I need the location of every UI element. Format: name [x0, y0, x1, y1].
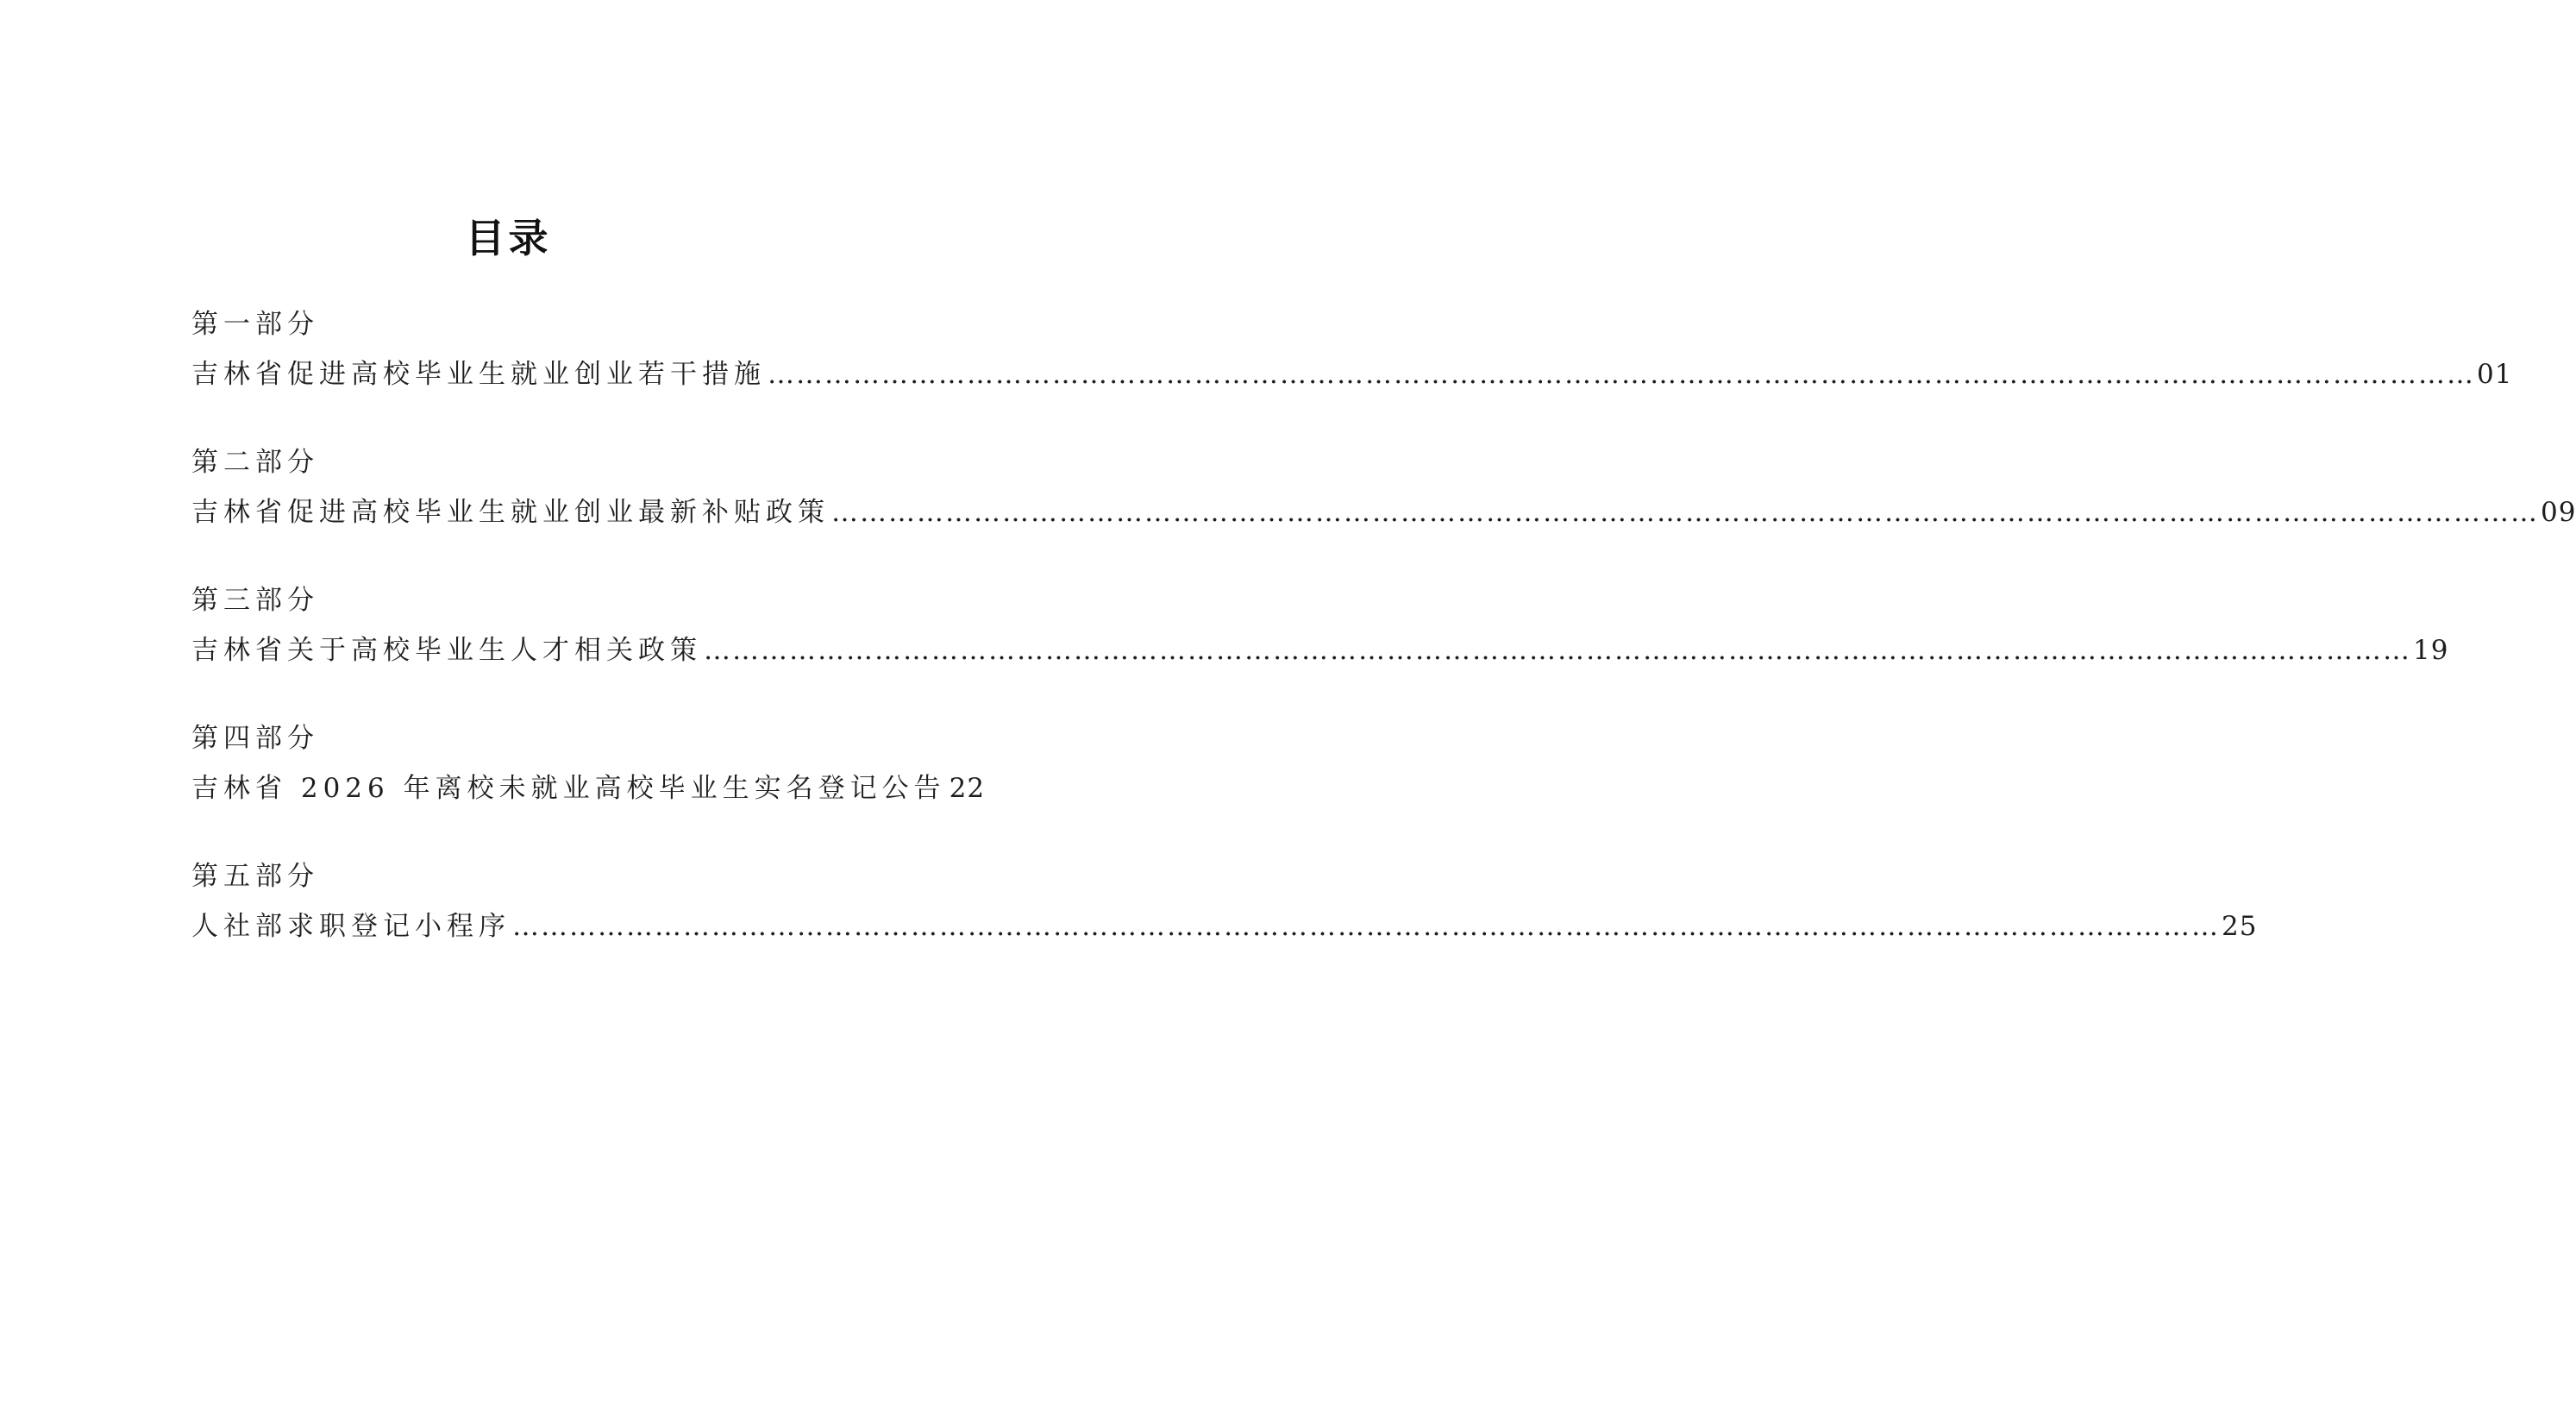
entry-title: 吉林省关于高校毕业生人才相关政策 — [191, 635, 702, 666]
entry-title: 吉林省促进高校毕业生就业创业最新补贴政策 — [191, 497, 830, 528]
toc-section-3 — [191, 580, 2449, 671]
toc-entry[interactable] — [191, 354, 2513, 395]
toc-section-2 — [191, 442, 2576, 533]
toc-entry[interactable] — [191, 906, 2258, 947]
part-label: 第一部分 — [191, 309, 319, 340]
page-number: 25 — [2222, 911, 2258, 942]
dot-leader: ……………………………………………………………………………………………………………………………………………………………… — [704, 635, 2411, 666]
page-number: 19 — [2413, 635, 2449, 666]
page-number: 09 — [2541, 497, 2576, 528]
dot-leader: ……………………………………………………………………………………………………………………………………………………………… — [512, 911, 2220, 942]
part-label: 第二部分 — [191, 447, 319, 478]
toc-entry[interactable] — [191, 630, 2449, 671]
toc-entry[interactable] — [191, 492, 2576, 533]
toc-section-5 — [191, 856, 2258, 947]
part-label: 第四部分 — [191, 723, 319, 754]
toc-section-1 — [191, 304, 2513, 395]
toc-title: 目录 — [465, 215, 552, 261]
page-number: 01 — [2477, 359, 2513, 390]
toc-entry[interactable] — [191, 768, 986, 809]
entry-title: 吉林省 2026 年离校未就业高校毕业生实名登记公告 — [191, 773, 946, 804]
entry-title: 吉林省促进高校毕业生就业创业若干措施 — [191, 359, 766, 390]
part-label: 第三部分 — [191, 585, 319, 616]
toc-section-4 — [191, 718, 986, 809]
part-label: 第五部分 — [191, 861, 319, 892]
dot-leader: ……………………………………………………………………………………………………………………………………………………………… — [831, 497, 2539, 528]
page-number: 22 — [949, 773, 986, 804]
dot-leader: ……………………………………………………………………………………………………………………………………………………………… — [768, 359, 2475, 390]
entry-title: 人社部求职登记小程序 — [191, 911, 511, 942]
